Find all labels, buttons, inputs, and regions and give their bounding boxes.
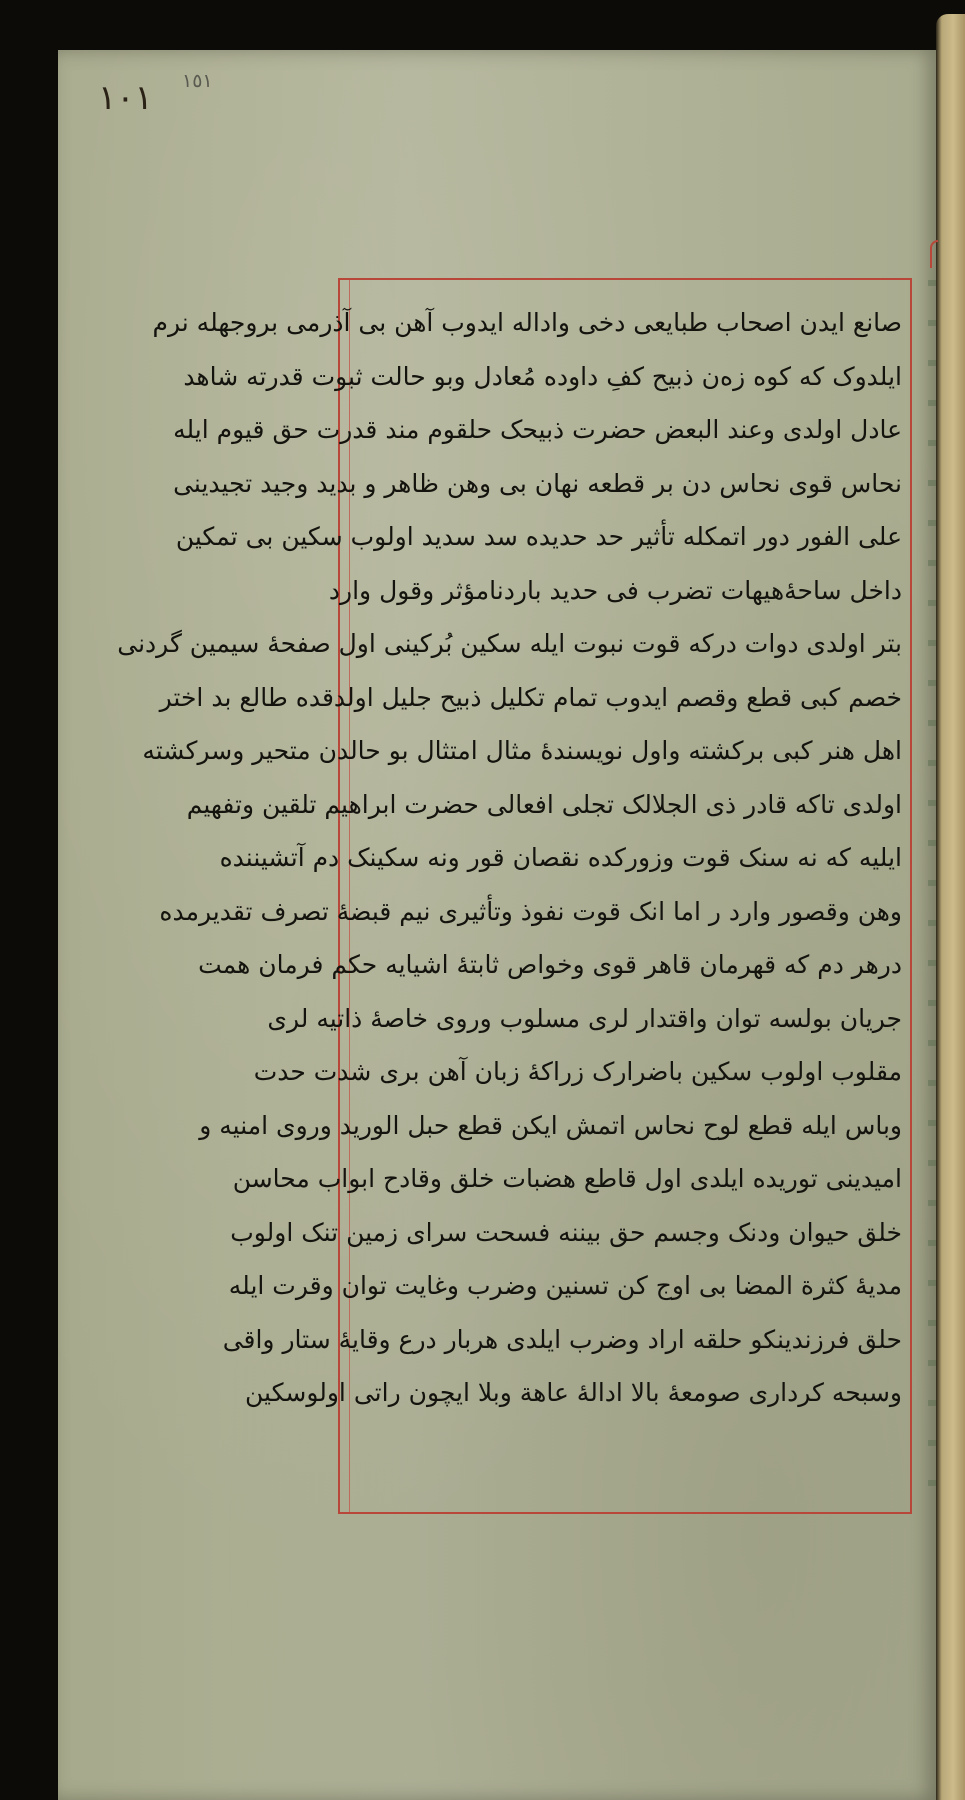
line-segment-left: نامؤثر وقول وارد	[328, 575, 504, 605]
text-line: خلق حیوان ودنک وجسم حق بیننە فسحت سرای زمین تنک اولوب	[230, 1217, 902, 1247]
text-line: مقلوب اولوب سکین باضرارک زراکۀ زبان آهن بری شدت حدت	[253, 1057, 902, 1086]
text-line: عادل اولدی وعند البعض حضرت ذبیحک حلقوم مند قدرت حق قیوم ایلە	[173, 415, 902, 444]
facing-page-text-trace	[928, 280, 936, 1520]
margin-rule-mark	[930, 240, 938, 268]
text-line: مدیۀ کثرة المضا بی اوج کن تسنین وضرب وغایت توان وقرت ایلە	[228, 1271, 902, 1300]
text-line: نحاس قوی نحاس دن بر قطعە نهان بی وهن ظاهر و بدید وجید تجیدینی	[173, 468, 902, 498]
text-line: بتر اولدی دوات درکە قوت نبوت ایلە سکین بُرکینی اول صفحۀ سیمین گردنی	[117, 629, 902, 658]
text-line: امیدینی توریدە ایلدی اول قاطع هضبات خلق وقادح ابواب محاسن	[232, 1164, 902, 1193]
line-segment-center: هیهات تضرب فی حدید بارد	[503, 575, 785, 605]
next-page-edge	[936, 14, 965, 1800]
text-line: خصم کبی قطع وقصم ایدوب تمام تکلیل ذبیح جلیل اولدقدە طالع بد اختر	[159, 682, 902, 712]
text-line: ایلدوک کە کوه زەن ذبیح کفِ داودە مُعادل وبو حالت ثبوت قدرتە شاهد	[183, 361, 902, 391]
folio-number: ١٠١	[98, 78, 153, 118]
line-segment-right: داخل ساحۀ	[784, 575, 902, 605]
text-line: جریان بولسە توان واقتدار لری مسلوب وروی خاصۀ ذاتیە لری	[267, 1003, 902, 1033]
text-line: اولدی تاکە قادر ذی الجلالک تجلی افعالی حضرت ابراهیم تلقین وتفهیم	[186, 789, 902, 819]
text-line: درهر دم کە قهرمان قاهر قوی وخواص ثابتۀ اشیایە حکم فرمان همت	[198, 950, 902, 979]
text-line: حلق فرزندینکو حلقە اراد وضرب ایلدی هربار درع وقایۀ ستار واقی	[222, 1324, 902, 1354]
text-line: وسبحە کرداری صومعۀ بالا ادالۀ عاهة وبلا ایچون راتی اولوسکین	[245, 1378, 902, 1407]
folio-number-pencil: ١٥١	[182, 70, 213, 92]
text-line: ایلیە کە نە سنک قوت وزورکدە نقصان قور ونە سکینک دم آتشینندە	[219, 843, 902, 872]
text-block	[117, 296, 908, 1420]
text-line: علی الفور دور اتمکلە تأثیر حد حدیدە سد سدید اولوب سکین بی تمکین	[175, 522, 902, 551]
text-line-split	[328, 564, 908, 618]
text-line: اهل هنر کبی برکشتە واول نویسندۀ مثال امتثال بو حالدن متحیر وسرکشتە	[142, 736, 902, 765]
text-line: صانع ایدن اصحاب طبایعی دخی وادالە ایدوب آهن بی آذرمی بروجهلە نرم	[152, 308, 902, 337]
text-line: وهن وقصور وارد ر اما انک قوت نفوذ وتأثیری نیم قبضۀ تصرف تقدیرمدە	[159, 896, 902, 926]
text-line: وباس ایلە قطع لوح نحاس اتمش ایکن قطع حبل الورید وروی امنیە و	[199, 1110, 902, 1140]
